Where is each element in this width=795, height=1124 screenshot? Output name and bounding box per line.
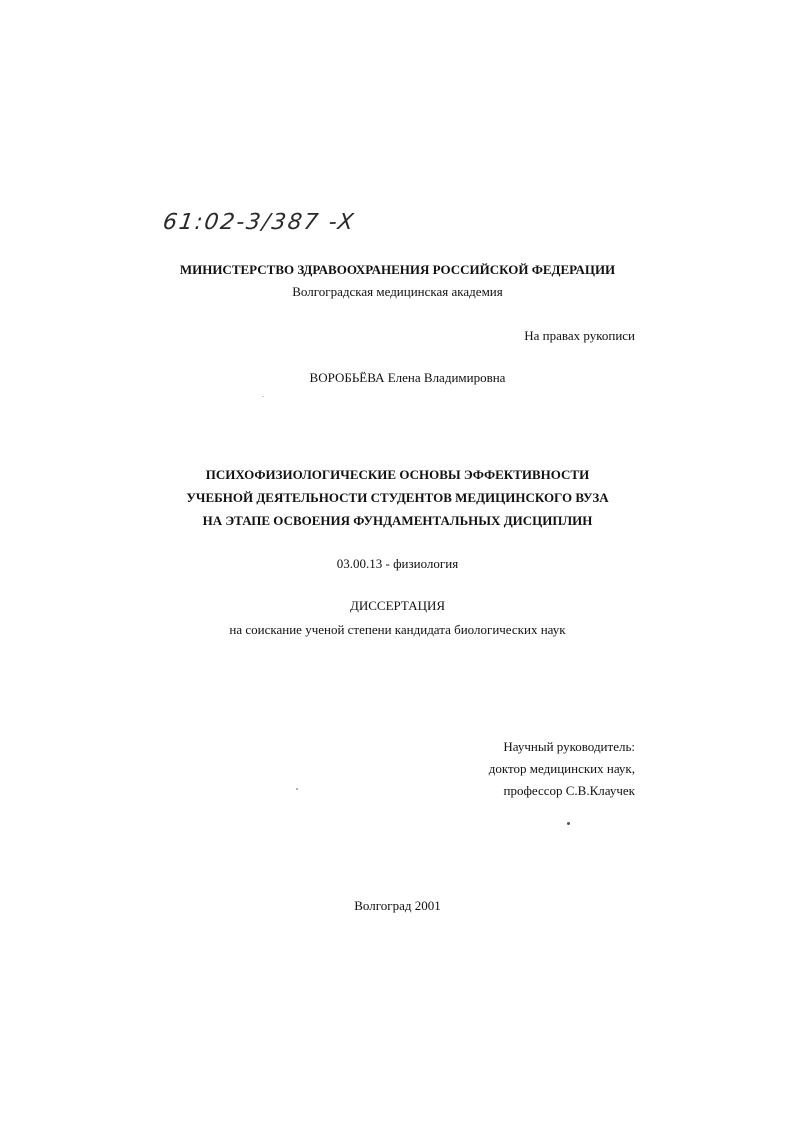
title-line: УЧЕБНОЙ ДЕЯТЕЛЬНОСТИ СТУДЕНТОВ МЕДИЦИНСКОГО ВУЗА [186,490,609,505]
ministry-heading: МИНИСТЕРСТВО ЗДРАВООХРАНЕНИЯ РОССИЙСКОЙ ФЕДЕРАЦИИ [179,262,616,277]
author-name: ВОРОБЬЁВА Елена Владимировна [309,370,506,385]
supervisor-block [489,736,635,802]
city-year: Волгоград 2001 [354,898,441,913]
supervisor-line: Научный руководитель: [503,739,635,754]
scan-speck [262,396,264,397]
supervisor-line: доктор медицинских наук, [488,761,635,776]
manuscript-note: На правах рукописи [524,328,635,343]
specialty-code: 03.00.13 - физиология [336,556,459,571]
title-line: НА ЭТАПЕ ОСВОЕНИЯ ФУНДАМЕНТАЛЬНЫХ ДИСЦИПЛИН [202,513,593,528]
handwritten-catalog-code: 61:02-3/387 -X [161,210,357,235]
title-line: ПСИХОФИЗИОЛОГИЧЕСКИЕ ОСНОВЫ ЭФФЕКТИВНОСТИ [205,467,590,482]
degree-statement: на соискание ученой степени кандидата биологических наук [229,622,566,637]
scan-speck [567,822,570,825]
supervisor-line: профессор С.В.Клаучек [503,783,635,798]
document-type: ДИССЕРТАЦИЯ [349,598,446,613]
dissertation-title [0,463,795,532]
academy-name: Волгоградская медицинская академия [292,284,503,299]
scan-speck [296,788,298,790]
